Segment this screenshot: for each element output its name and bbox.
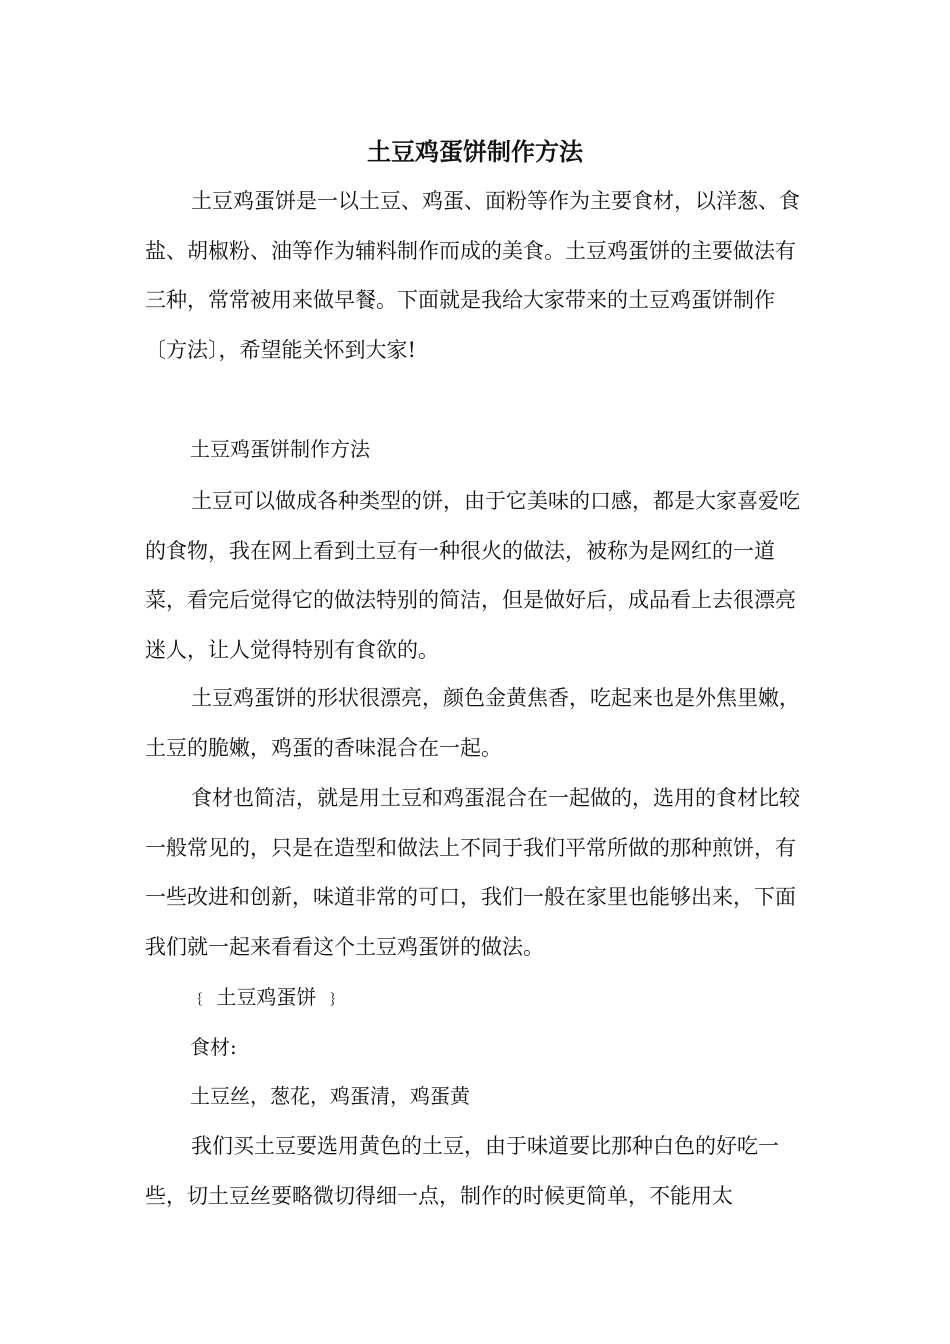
body-paragraph-2: 土豆鸡蛋饼的形状很漂亮，颜色金黄焦香，吃起来也是外焦里嫩，土豆的脆嫩，鸡蛋的香味混合在一起。 xyxy=(145,686,800,760)
recipe-name: ﹛ 土豆鸡蛋饼 ﹜ xyxy=(190,985,343,1009)
body-paragraph-4: 我们买土豆要选用黄色的土豆，由于味道要比那种白色的好吃一些，切土豆丝要略微切得细一点，制作的时候更简单，不能用太 xyxy=(145,1134,779,1208)
body-paragraph-3: 食材也简洁，就是用土豆和鸡蛋混合在一起做的，选用的食材比较一般常见的，只是在造型和做法上不同于我们平常所做的那种煎饼，有一些改进和创新，味道非常的可口，我们一般在家里也能够出来，下面我们就一起来看看这个土豆鸡蛋饼的做法。 xyxy=(145,786,800,959)
intro-paragraph: 土豆鸡蛋饼是一以土豆、鸡蛋、面粉等作为主要食材，以洋葱、食盐、胡椒粉、油等作为辅料制作而成的美食。土豆鸡蛋饼的主要做法有三种，常常被用来做早餐。下面就是我给大家带来的土豆鸡蛋饼制作〔方法〕，希望能关怀到大家! xyxy=(145,189,800,362)
document-title: 土豆鸡蛋饼制作方法 xyxy=(367,137,583,166)
body-paragraph-1: 土豆可以做成各种类型的饼，由于它美味的口感，都是大家喜爱吃的食物，我在网上看到土豆有一种很火的做法，被称为是网红的一道菜，看完后觉得它的做法特别的简洁，但是做好后，成品看上去很漂亮迷人，让人觉得特别有食欲的。 xyxy=(145,489,800,662)
ingredients-label: 食材: xyxy=(190,1035,237,1059)
section-heading: 土豆鸡蛋饼制作方法 xyxy=(190,437,370,461)
ingredients-list: 土豆丝，葱花，鸡蛋清，鸡蛋黄 xyxy=(190,1084,470,1108)
